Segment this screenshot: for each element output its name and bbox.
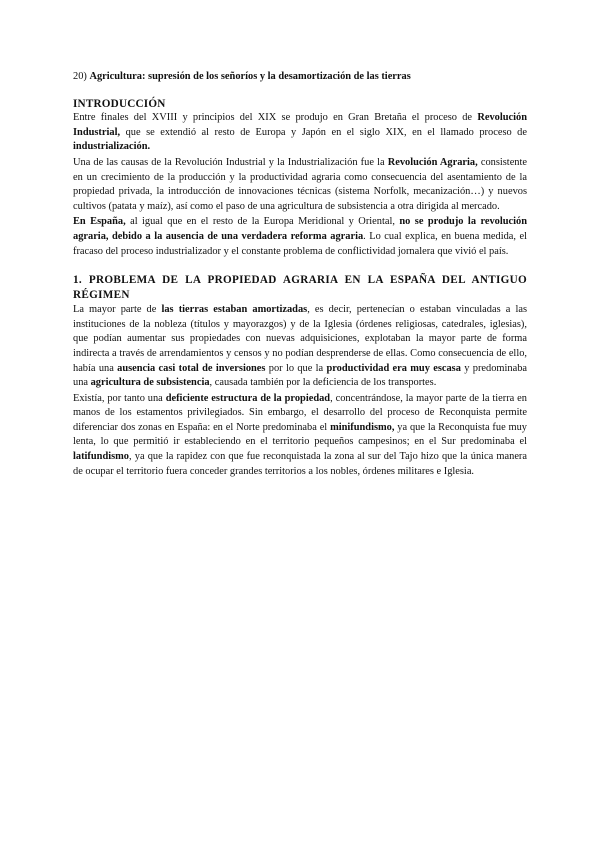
emphasis-text: latifundismo [73, 451, 130, 463]
emphasis-text: En España, [73, 216, 126, 228]
emphasis-text: no se produjo la revolución agraria, debido a la ausencia de una verdadera reforma agraria [73, 216, 528, 242]
intro-heading: INTRODUCCIÓN [73, 97, 166, 110]
body-text: y predominaba una [73, 362, 528, 389]
paragraph [73, 303, 527, 391]
emphasis-text: productividad era muy escasa [326, 362, 461, 374]
body-text: La mayor parte de [73, 304, 162, 316]
body-text: , es decir, pertenecían o estaban vinculadas a las instituciones de la nobleza (títulos y mayorazgos) y de la Iglesia (órdenes religiosas, catedrales, iglesias), que podían aumentar sus propiedades con nuevas adquisiciones, explotaban la mayor parte de forma indirecta a través de arrendamientos y censos y no podían desprenderse de ellas. Como consecuencia de ello, había una [73, 304, 527, 374]
body-text: . Lo cual explica, en buena medida, el fracaso del proceso industrializador y el constante problema de conflictividad jornalera que vivió el país. [73, 230, 527, 257]
section-1-heading: 1. PROBLEMA DE LA PROPIEDAD AGRARIA EN LA ESPAÑA DEL ANTIGUO RÉGIMEN [73, 274, 527, 302]
title-number: 20) [73, 71, 90, 82]
emphasis-text: agricultura de subsistencia [90, 377, 210, 389]
body-text: Una de las causas de la Revolución Industrial y la Industrialización fue la [73, 156, 388, 168]
body-text: al igual que en el resto de la Europa Meridional y Oriental, [125, 216, 400, 228]
body-text: , concentrándose, la mayor parte de la tierra en manos de los estamentos privilegiados. Sin embargo, el desarrollo del proceso de Reconquista permite diferenciar dos zonas en España: en el Norte predominaba el [73, 392, 527, 433]
body-text: Existía, por tanto una [73, 392, 166, 404]
body-text: Entre finales del XVIII y principios del XIX se produjo en Gran Bretaña el proceso de [73, 112, 478, 124]
body-text: ya que la Reconquista fue muy lenta, lo que permitió ir estableciendo en el territorio pequeños campesinos; en el Sur predominaba el [73, 421, 528, 448]
emphasis-text: Revolución Industrial, [73, 112, 527, 138]
emphasis-text: deficiente estructura de la propiedad [165, 392, 331, 404]
title-text: Agricultura: supresión de los señoríos y la desamortización de las tierras [89, 71, 411, 82]
document-page [73, 70, 527, 480]
document-title [73, 70, 527, 85]
paragraph [73, 392, 527, 480]
paragraph [73, 111, 527, 155]
emphasis-text: ausencia casi total de inversiones [117, 362, 266, 374]
emphasis-text: industrialización. [73, 141, 151, 153]
body-text: , causada también por la deficiencia de los transportes. [209, 377, 437, 389]
section-1-body [73, 303, 527, 479]
emphasis-text: minifundismo, [330, 421, 395, 433]
intro-body [73, 111, 527, 259]
body-text: que se extendió al resto de Europa y Japón en el siglo XIX, en el llamado proceso de [120, 126, 527, 138]
emphasis-text: Revolución Agraria, [387, 156, 478, 168]
emphasis-text: las tierras estaban amortizadas [161, 304, 308, 316]
paragraph [73, 156, 527, 214]
paragraph [73, 215, 527, 259]
body-text: por lo que la [265, 362, 327, 374]
body-text: consistente en un crecimiento de la producción y la productividad agraria como consecuencia del asentamiento de la propiedad privada, la introducción de innovaciones técnicas (sistema Norfolk, mecanización…) y nuevos cultivos (patata y maíz), así como el paso de una agricultura de subsistencia a otra dirigida al mercado. [73, 156, 527, 212]
body-text: , ya que la rapidez con que fue reconquistada la zona al sur del Tajo hizo que la única manera de ocupar el territorio fuera conceder grandes territorios a los nobles, órdenes militares e Iglesia. [73, 451, 527, 477]
